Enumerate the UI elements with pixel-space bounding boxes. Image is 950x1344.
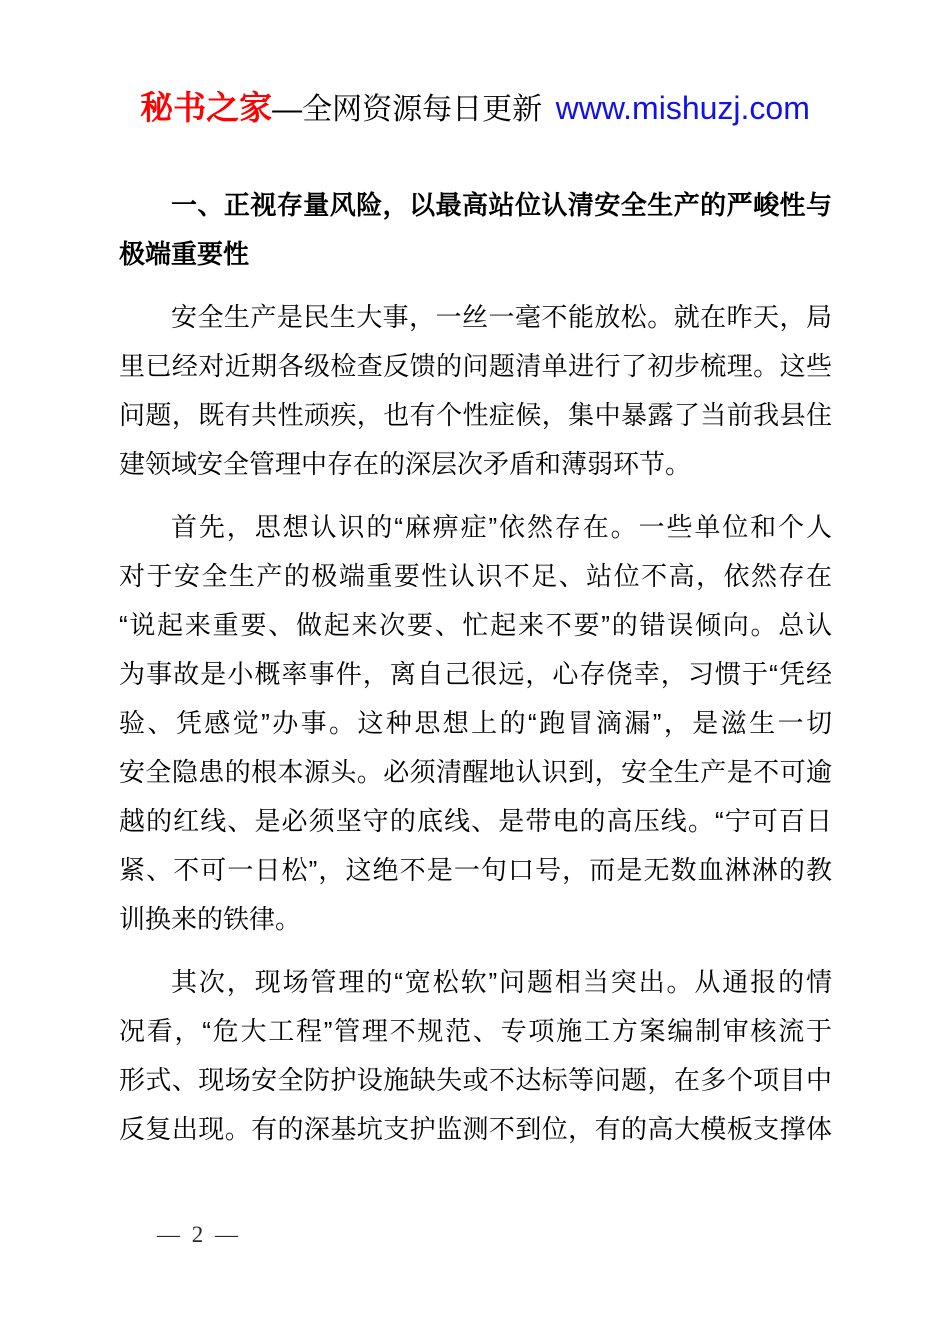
text-line: “说起来重要、做起来次要、忙起来不要”的错误倾向。总认 [119,610,832,640]
site-url-link[interactable]: www.mishuzj.com [555,90,810,126]
heading-line: 一、正视存量风险，以最高站位认清安全生产的严峻性与 [171,190,832,220]
text-line: 问题，既有共性顽疾，也有个性症候，集中暴露了当前我县住 [119,400,832,430]
text-line: 形式、现场安全防护设施缺失或不达标等问题，在多个项目中 [119,1065,832,1095]
section-heading [119,181,832,279]
text-line: 对于安全生产的极端重要性认识不足、站位不高，依然存在 [119,561,832,591]
document-body [119,181,832,1154]
text-line: 验、凭感觉”办事。这种思想上的“跑冒滴漏”，是滋生一切 [119,708,832,738]
paragraph-1 [119,293,832,489]
paragraph-2 [119,503,832,944]
heading-line: 极端重要性 [119,239,250,269]
page-number: — 2 — [157,1222,241,1247]
paragraph-3 [119,958,832,1154]
text-line: 安全隐患的根本源头。必须清醒地认识到，安全生产是不可逾 [119,757,832,787]
text-line: 里已经对近期各级检查反馈的问题清单进行了初步梳理。这些 [119,351,832,381]
text-line: 反复出现。有的深基坑支护监测不到位，有的高大模板支撑体 [119,1114,832,1144]
text-line: 安全生产是民生大事，一丝一毫不能放松。就在昨天，局 [171,302,832,332]
site-header [0,82,950,129]
text-line: 首先，思想认识的“麻痹症”依然存在。一些单位和个人 [171,512,832,542]
text-line: 其次，现场管理的“宽松软”问题相当突出。从通报的情 [171,967,832,997]
site-brand: 秘书之家 [140,89,273,126]
text-line: 况看，“危大工程”管理不规范、专项施工方案编制审核流于 [119,1016,832,1046]
text-line: 越的红线、是必须坚守的底线、是带电的高压线。“宁可百日 [119,806,832,836]
text-line: 训换来的铁律。 [119,904,302,934]
text-line: 为事故是小概率事件，离自己很远，心存侥幸，习惯于“凭经 [119,659,832,689]
text-line: 建领域安全管理中存在的深层次矛盾和薄弱环节。 [119,449,692,479]
site-tagline: —全网资源每日更新 [272,93,543,126]
page-footer [157,1222,241,1248]
text-line: 紧、不可一日松”，这绝不是一句口号，而是无数血淋淋的教 [119,855,832,885]
